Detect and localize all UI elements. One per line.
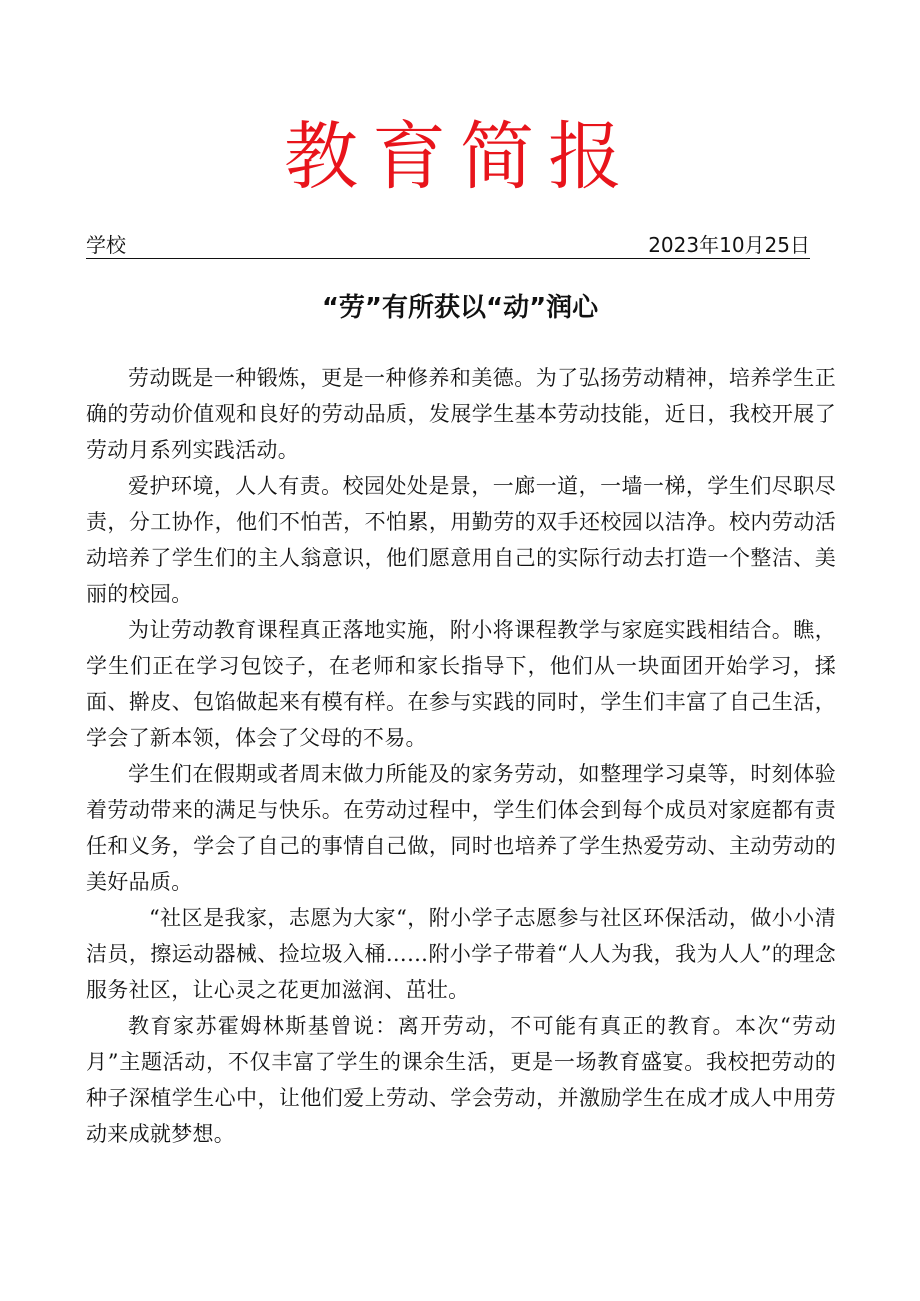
article-paragraph: 教育家苏霍姆林斯基曾说：离开劳动，不可能有真正的教育。本次“劳动月”主题活动，不仅丰富了学生的课余生活，更是一场教育盛宴。我校把劳动的种子深植学生心中，让他们爱上劳动、学会劳动，并激励学生在成才成人中用劳动来成就梦想。 [86, 1014, 836, 1146]
article-paragraph: 学生们在假期或者周末做力所能及的家务劳动，如整理学习桌等，时刻体验着劳动带来的满足与快乐。在劳动过程中，学生们体会到每个成员对家庭都有责任和义务，学会了自己的事情自己做，同时也培养了学生热爱劳动、主动劳动的美好品质。 [86, 762, 836, 894]
article-paragraph: 为让劳动教育课程真正落地实施，附小将课程教学与家庭实践相结合。瞧，学生们正在学习包饺子，在老师和家长指导下，他们从一块面团开始学习，揉面、擀皮、包馅做起来有模有样。在参与实践的同时，学生们丰富了自己生活，学会了新本领，体会了父母的不易。 [86, 618, 836, 750]
article-paragraph: 劳动既是一种锻炼，更是一种修养和美德。为了弘扬劳动精神，培养学生正确的劳动价值观和良好的劳动品质，发展学生基本劳动技能，近日，我校开展了劳动月系列实践活动。 [86, 366, 836, 462]
school-label: 学校 [86, 233, 126, 257]
masthead-title: 教育简报 [284, 114, 636, 200]
article-paragraph: “社区是我家，志愿为大家“，附小学子志愿参与社区环保活动，做小小清洁员，擦运动器械、捡垃圾入桶……附小学子带着“人人为我，我为人人”的理念服务社区，让心灵之花更加滋润、茁壮。 [86, 906, 836, 1002]
article-headline: “劳”有所获以“动”润心 [321, 293, 599, 323]
school-date-line [86, 232, 810, 259]
issue-date: 2023年10月25日 [648, 233, 810, 257]
article-paragraph: 爱护环境，人人有责。校园处处是景，一廊一道，一墙一梯，学生们尽职尽责，分工协作，他们不怕苦，不怕累，用勤劳的双手还校园以洁净。校内劳动活动培养了学生们的主人翁意识，他们愿意用自己的实际行动去打造一个整洁、美丽的校园。 [86, 474, 836, 606]
article-body [86, 360, 836, 1152]
